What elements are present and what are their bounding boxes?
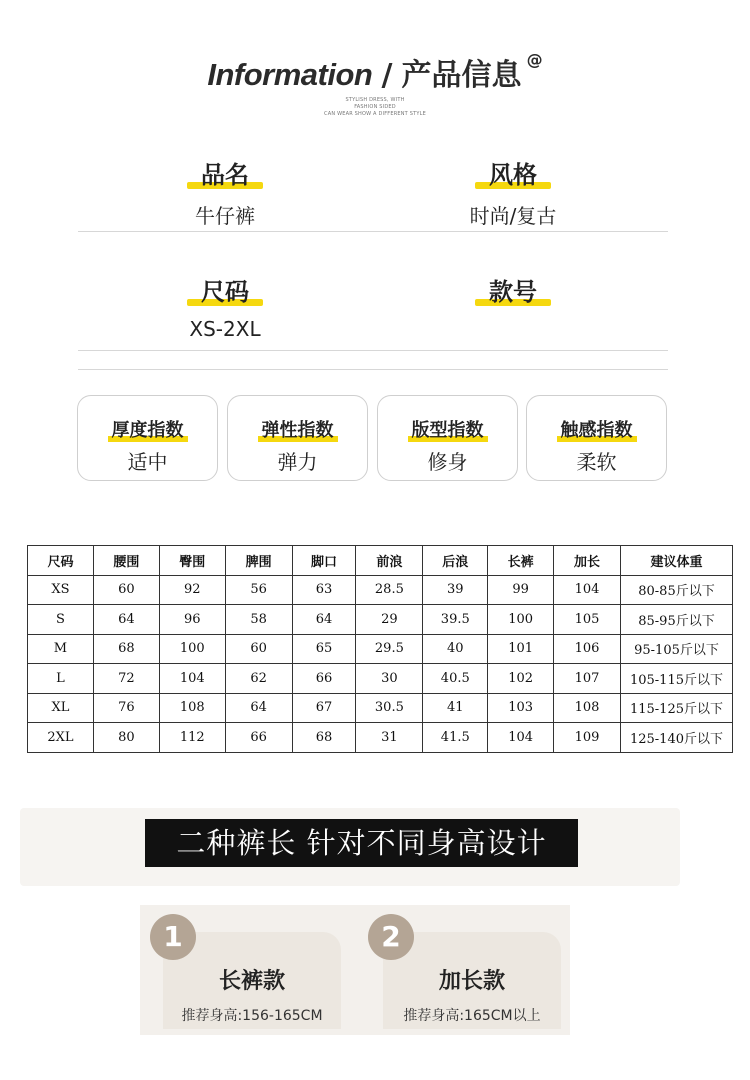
table-cell: 125-140斤以下 [620, 723, 732, 753]
table-cell: 60 [225, 634, 292, 664]
index-title: 弹性指数 [262, 416, 334, 442]
table-cell: 76 [93, 693, 159, 723]
table-cell: 68 [292, 723, 356, 753]
table-cell: 95-105斤以下 [620, 634, 732, 664]
table-cell: 65 [292, 634, 356, 664]
table-cell: 40 [423, 634, 488, 664]
index-value: 弹力 [277, 450, 318, 474]
table-cell: 80-85斤以下 [620, 575, 732, 605]
table-cell: 80 [93, 723, 159, 753]
column-header: 尺码 [28, 546, 94, 576]
table-cell: 39 [423, 575, 488, 605]
table-cell: 41.5 [423, 723, 488, 753]
info-value: XS-2XL [189, 317, 261, 341]
table-cell: 108 [159, 693, 225, 723]
table-cell: 64 [225, 693, 292, 723]
index-title: 版型指数 [412, 416, 484, 442]
index-card-elasticity [227, 395, 368, 481]
table-cell: 2XL [28, 723, 94, 753]
column-header: 脾围 [225, 546, 292, 576]
table-cell: 67 [292, 693, 356, 723]
title-separator: / [381, 58, 393, 93]
table-row [28, 575, 733, 605]
length-banner: 二种裤长 针对不同身高设计 [145, 819, 578, 867]
info-label: 款号 [483, 272, 543, 307]
divider [78, 350, 668, 351]
table-cell: 92 [159, 575, 225, 605]
option-number-badge: 2 [368, 914, 414, 960]
table-cell: 63 [292, 575, 356, 605]
option-title: 长裤款 [218, 969, 285, 994]
table-cell: 100 [159, 634, 225, 664]
table-header-row [28, 546, 733, 576]
table-cell: 102 [488, 664, 554, 694]
table-row [28, 634, 733, 664]
title-mark: @ [526, 50, 543, 69]
table-cell: 104 [488, 723, 554, 753]
table-cell: 29.5 [356, 634, 423, 664]
table-cell: M [28, 634, 94, 664]
index-title: 厚度指数 [112, 416, 184, 442]
title-english: Information [207, 57, 373, 92]
column-header: 建议体重 [620, 546, 732, 576]
info-item-name [125, 155, 325, 229]
table-cell: 115-125斤以下 [620, 693, 732, 723]
table-cell: 104 [159, 664, 225, 694]
column-header: 加长 [554, 546, 621, 576]
table-cell: 109 [554, 723, 621, 753]
table-cell: 29 [356, 605, 423, 635]
column-header: 后浪 [423, 546, 488, 576]
size-chart-table [27, 545, 733, 753]
table-row [28, 723, 733, 753]
index-card-fit [377, 395, 518, 481]
info-label: 尺码 [195, 272, 255, 307]
table-cell: 101 [488, 634, 554, 664]
table-cell: 30 [356, 664, 423, 694]
table-cell: 64 [93, 605, 159, 635]
table-cell: 106 [554, 634, 621, 664]
subtitle-line: FASHION SIDED [354, 104, 396, 110]
table-cell: 103 [488, 693, 554, 723]
info-item-size [125, 272, 325, 341]
table-cell: 112 [159, 723, 225, 753]
table-cell: 30.5 [356, 693, 423, 723]
table-cell: 41 [423, 693, 488, 723]
table-cell: 96 [159, 605, 225, 635]
table-cell: 72 [93, 664, 159, 694]
table-cell: 105 [554, 605, 621, 635]
divider [78, 369, 668, 370]
column-header: 脚口 [292, 546, 356, 576]
column-header: 前浪 [356, 546, 423, 576]
index-value: 适中 [127, 450, 168, 474]
table-cell: 85-95斤以下 [620, 605, 732, 635]
info-item-model [413, 272, 613, 341]
subtitle-line: STYLISH DRESS, WITH [345, 97, 405, 103]
subtitle-line: CAN WEAR SHOW A DIFFERENT STYLE [324, 111, 426, 117]
table-cell: 40.5 [423, 664, 488, 694]
title-chinese: 产品信息 [401, 58, 522, 93]
index-value: 柔软 [576, 450, 617, 474]
table-cell: XL [28, 693, 94, 723]
index-card-thickness [77, 395, 218, 481]
table-cell: 56 [225, 575, 292, 605]
option-number-badge: 1 [150, 914, 196, 960]
column-header: 长裤 [488, 546, 554, 576]
option-description: 推荐身高:165CM以上 [403, 1008, 541, 1024]
table-cell: 105-115斤以下 [620, 664, 732, 694]
index-title: 触感指数 [561, 416, 633, 442]
table-row [28, 664, 733, 694]
info-item-style [413, 155, 613, 229]
table-cell: 100 [488, 605, 554, 635]
page-header [0, 50, 750, 94]
table-cell: XS [28, 575, 94, 605]
info-value: 牛仔裤 [195, 204, 255, 228]
option-title: 加长款 [438, 969, 505, 994]
info-value: 时尚/复古 [469, 204, 557, 228]
info-value [413, 317, 613, 341]
table-cell: 28.5 [356, 575, 423, 605]
table-cell: 68 [93, 634, 159, 664]
info-label: 品名 [195, 155, 255, 190]
column-header: 腰围 [93, 546, 159, 576]
info-label: 风格 [483, 155, 543, 190]
option-description: 推荐身高:156-165CM [181, 1008, 323, 1024]
table-cell: 66 [225, 723, 292, 753]
table-cell: 62 [225, 664, 292, 694]
table-cell: S [28, 605, 94, 635]
table-cell: 66 [292, 664, 356, 694]
table-row [28, 693, 733, 723]
table-cell: 39.5 [423, 605, 488, 635]
table-cell: 60 [93, 575, 159, 605]
divider [78, 231, 668, 232]
table-cell: 31 [356, 723, 423, 753]
table-cell: 99 [488, 575, 554, 605]
table-cell: 64 [292, 605, 356, 635]
column-header: 臀围 [159, 546, 225, 576]
table-cell: 107 [554, 664, 621, 694]
table-cell: 108 [554, 693, 621, 723]
index-value: 修身 [427, 450, 468, 474]
table-cell: 58 [225, 605, 292, 635]
table-row [28, 605, 733, 635]
table-cell: L [28, 664, 94, 694]
table-cell: 104 [554, 575, 621, 605]
index-card-touch [526, 395, 667, 481]
header-subtitle [0, 97, 750, 118]
